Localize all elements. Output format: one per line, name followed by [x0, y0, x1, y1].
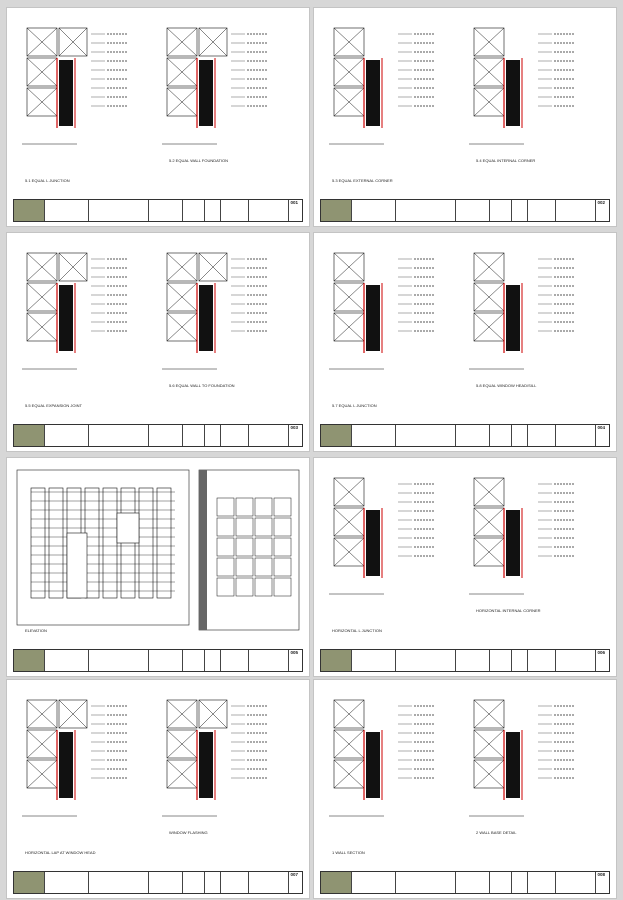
title-block-cell [220, 650, 248, 671]
title-block [320, 649, 610, 672]
detail-drawing [314, 8, 616, 226]
title-block-cell [489, 872, 511, 893]
detail-caption: 1 WALL SECTION [332, 850, 365, 855]
sheet-number: 004 [595, 425, 609, 446]
detail-caption: HORIZONTAL INTERNAL CORNER [476, 608, 541, 613]
title-block-cell [44, 872, 88, 893]
title-block [320, 871, 610, 894]
title-block-cell [148, 425, 182, 446]
title-block-cell [527, 200, 555, 221]
title-block-cell [511, 425, 527, 446]
title-block-cell [182, 650, 204, 671]
title-block [13, 199, 303, 222]
title-block-cell [148, 650, 182, 671]
sheet-number: 005 [288, 650, 302, 671]
drawing-sheet [7, 8, 309, 226]
title-block-cell [455, 650, 489, 671]
detail-drawing [7, 458, 309, 676]
company-logo [321, 425, 351, 446]
title-block-cell [182, 872, 204, 893]
title-block-cell [44, 650, 88, 671]
title-block-cell [351, 425, 395, 446]
detail-caption: 5.8 EQUAL WINDOW HEAD/SILL [476, 383, 537, 388]
title-block-cell [220, 872, 248, 893]
title-block-cell [351, 200, 395, 221]
title-block-cell [527, 425, 555, 446]
sheet-number: 001 [288, 200, 302, 221]
drawing-sheet [314, 680, 616, 898]
title-block-cell [489, 650, 511, 671]
drawing-sheet [314, 458, 616, 676]
title-block-cell [44, 200, 88, 221]
detail-caption: HORIZONTAL L JUNCTION [332, 628, 382, 633]
detail-caption: 2 WALL BASE DETAIL [476, 830, 517, 835]
title-block-cell [248, 200, 288, 221]
title-block-cell [455, 425, 489, 446]
title-block [13, 649, 303, 672]
title-block-cell [220, 425, 248, 446]
sheet-number: 008 [595, 872, 609, 893]
company-logo [14, 200, 44, 221]
company-logo [14, 650, 44, 671]
title-block-cell [555, 200, 595, 221]
title-block-cell [182, 200, 204, 221]
detail-caption: WINDOW FLASHING [169, 830, 208, 835]
company-logo [14, 872, 44, 893]
title-block-cell [148, 872, 182, 893]
drawing-sheet [7, 458, 309, 676]
title-block-cell [455, 872, 489, 893]
detail-drawing [7, 680, 309, 898]
title-block-cell [351, 650, 395, 671]
detail-drawing [314, 458, 616, 676]
title-block-cell [88, 425, 148, 446]
detail-caption: 5.7 EQUAL L JUNCTION [332, 403, 377, 408]
title-block-cell [182, 425, 204, 446]
title-block-cell [204, 425, 220, 446]
sheet-number: 006 [595, 650, 609, 671]
detail-drawing [314, 680, 616, 898]
title-block-cell [511, 650, 527, 671]
detail-drawing [314, 233, 616, 451]
title-block-cell [248, 650, 288, 671]
title-block-cell [511, 200, 527, 221]
company-logo [321, 872, 351, 893]
detail-caption: 5.6 EQUAL WALL TO FOUNDATION [169, 383, 235, 388]
title-block-cell [148, 200, 182, 221]
title-block [320, 199, 610, 222]
title-block-cell [555, 425, 595, 446]
detail-caption: ELEVATION [25, 628, 47, 633]
title-block-cell [204, 200, 220, 221]
title-block-cell [351, 872, 395, 893]
title-block-cell [555, 650, 595, 671]
drawing-sheet [314, 233, 616, 451]
detail-caption: HORIZONTAL LAP AT WINDOW HEAD [25, 850, 96, 855]
title-block-cell [455, 200, 489, 221]
title-block-cell [204, 650, 220, 671]
drawing-sheet [314, 8, 616, 226]
company-logo [14, 425, 44, 446]
title-block-cell [204, 872, 220, 893]
sheet-number: 003 [288, 425, 302, 446]
detail-caption: 5.2 EQUAL WALL FOUNDATION [169, 158, 229, 163]
title-block-cell [88, 872, 148, 893]
detail-drawing [7, 8, 309, 226]
detail-caption: 5.3 EQUAL EXTERNAL CORNER [332, 178, 393, 183]
title-block-cell [489, 200, 511, 221]
title-block-cell [395, 650, 455, 671]
title-block-cell [555, 872, 595, 893]
company-logo [321, 200, 351, 221]
title-block-cell [248, 872, 288, 893]
title-block-cell [527, 872, 555, 893]
title-block [13, 871, 303, 894]
title-block-cell [88, 200, 148, 221]
detail-caption: 5.5 EQUAL EXPANSION JOINT [25, 403, 82, 408]
title-block-cell [395, 425, 455, 446]
title-block-cell [220, 200, 248, 221]
sheet-number: 002 [595, 200, 609, 221]
title-block-cell [527, 650, 555, 671]
title-block [320, 424, 610, 447]
detail-caption: 5.4 EQUAL INTERNAL CORNER [476, 158, 536, 163]
title-block-cell [395, 200, 455, 221]
title-block-cell [248, 425, 288, 446]
title-block-cell [44, 425, 88, 446]
drawing-sheet [7, 680, 309, 898]
detail-caption: 5.1 EQUAL L JUNCTION [25, 178, 70, 183]
sheet-number: 007 [288, 872, 302, 893]
title-block-cell [489, 425, 511, 446]
title-block-cell [511, 872, 527, 893]
company-logo [321, 650, 351, 671]
title-block-cell [395, 872, 455, 893]
drawing-sheet [7, 233, 309, 451]
title-block [13, 424, 303, 447]
detail-drawing [7, 233, 309, 451]
title-block-cell [88, 650, 148, 671]
